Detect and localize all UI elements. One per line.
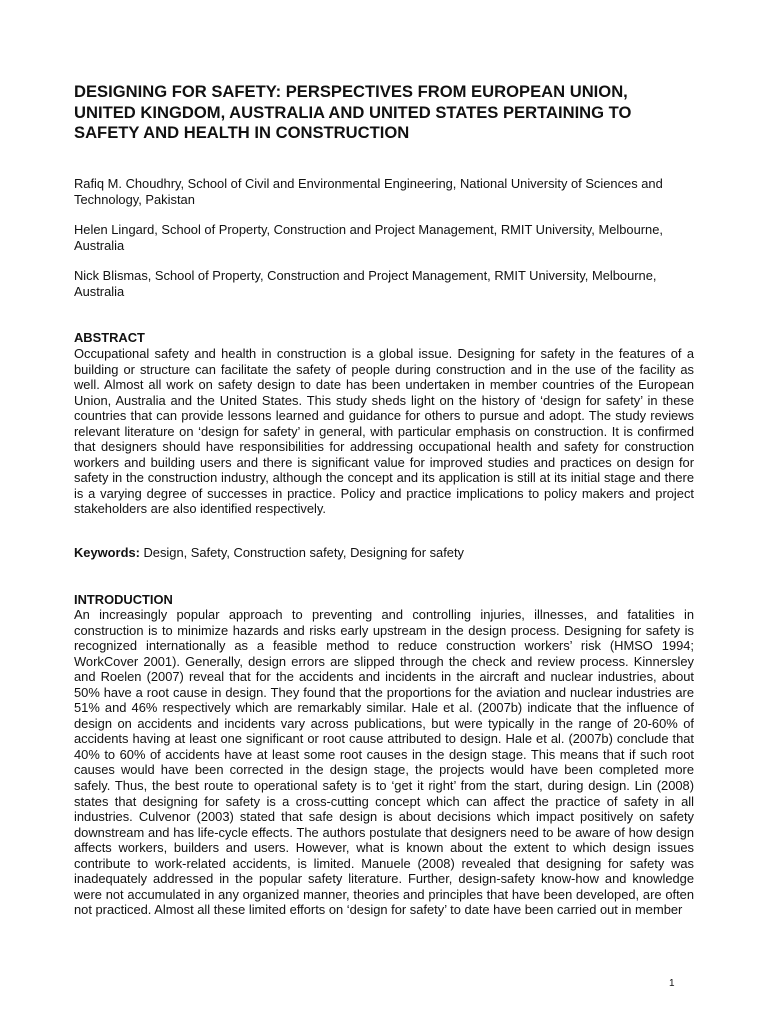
keywords-label: Keywords: xyxy=(74,545,140,560)
author-affiliation-2: Helen Lingard, School of Property, Construction and Project Management, RMIT University, Melbourne, Australia xyxy=(74,222,663,253)
abstract-heading: ABSTRACT xyxy=(74,330,145,345)
paper-title: DESIGNING FOR SAFETY: PERSPECTIVES FROM EUROPEAN UNION, UNITED KINGDOM, AUSTRALIA AND UNITED STATES PERTAINING TO SAFETY AND HEALTH IN CONSTRUCTION xyxy=(74,82,632,142)
page-number: 1 xyxy=(669,978,675,989)
paper-page xyxy=(74,0,694,1024)
keywords xyxy=(74,545,694,561)
introduction-text: An increasingly popular approach to preventing and controlling injuries, illnesses, and fatalities in construction is to minimize hazards and risks early upstream in the design process. Designing for safety is recognized internationally as a feasible method to reduce construction workers’ risk (HMSO 1994; WorkCover 2001). Generally, design errors are slipped through the check and review process. Kinnersley and Roelen (2007) reveal that for the accidents and incidents in the aircraft and nuclear industries, about 50% have a root cause in design. They found that the proportions for the aviation and nuclear industries are 51% and 46% respectively which are remarkably similar. Hale et al. (2007b) indicate that the influence of design on accidents and incidents vary across publications, but were typically in the range of 20-60% of accidents having at least one significant or root cause attributed to design. Hale et al. (2007b) conclude that 40% to 60% of accidents have at least some root causes in the design stage. This means that if such root causes would have been corrected in the design stage, the projects would have been completed more safely. Thus, the best route to operational safety is to ‘get it right’ from the start, during design. Lin (2008) states that designing for safety is a cross-cutting concept which can affect the practice of safety in all industries. Culvenor (2003) stated that safe design is about decisions which impact positively on safety downstream and has life-cycle effects. The authors postulate that designers need to be aware of how design affects workers, builders and users. However, what is known about the extent to which design issues contribute to work-related accidents, is limited. Manuele (2008) revealed that designing for safety was inadequately addressed in the popular safety literature. Further, design-safety know-how and knowledge were not accumulated in any organized manner, theories and principles that have been developed, are often not practiced. Almost all these limited efforts on ‘design for safety’ to date have been carried out in member xyxy=(74,607,694,918)
abstract-text: Occupational safety and health in construction is a global issue. Designing for safety in the features of a building or structure can facilitate the safety of people during construction and in the use of the facility as well. Almost all work on safety design to date has been undertaken in member countries of the European Union, Australia and the United States. This study sheds light on the history of ‘design for safety’ in these countries that can provide lessons learned and guidance for others to pursue and adopt. The study reviews relevant literature on ‘design for safety’ in general, with particular emphasis on construction. It is confirmed that designers should have responsibilities for addressing occupational health and safety for construction workers and building users and there is significant value for improved studies and practices on design for safety in the construction industry, although the concept and its application is still at its initial stage and there is a varying degree of successes in practice. Policy and practice implications to policy makers and project stakeholders are also identified respectively. xyxy=(74,346,694,517)
introduction-heading: INTRODUCTION xyxy=(74,592,173,607)
author-affiliation-3: Nick Blismas, School of Property, Construction and Project Management, RMIT University, Melbourne, Australia xyxy=(74,268,657,299)
author-affiliation-1: Rafiq M. Choudhry, School of Civil and Environmental Engineering, National University of Sciences and Technology, Pakistan xyxy=(74,176,663,207)
keywords-text: Design, Safety, Construction safety, Designing for safety xyxy=(139,545,464,560)
